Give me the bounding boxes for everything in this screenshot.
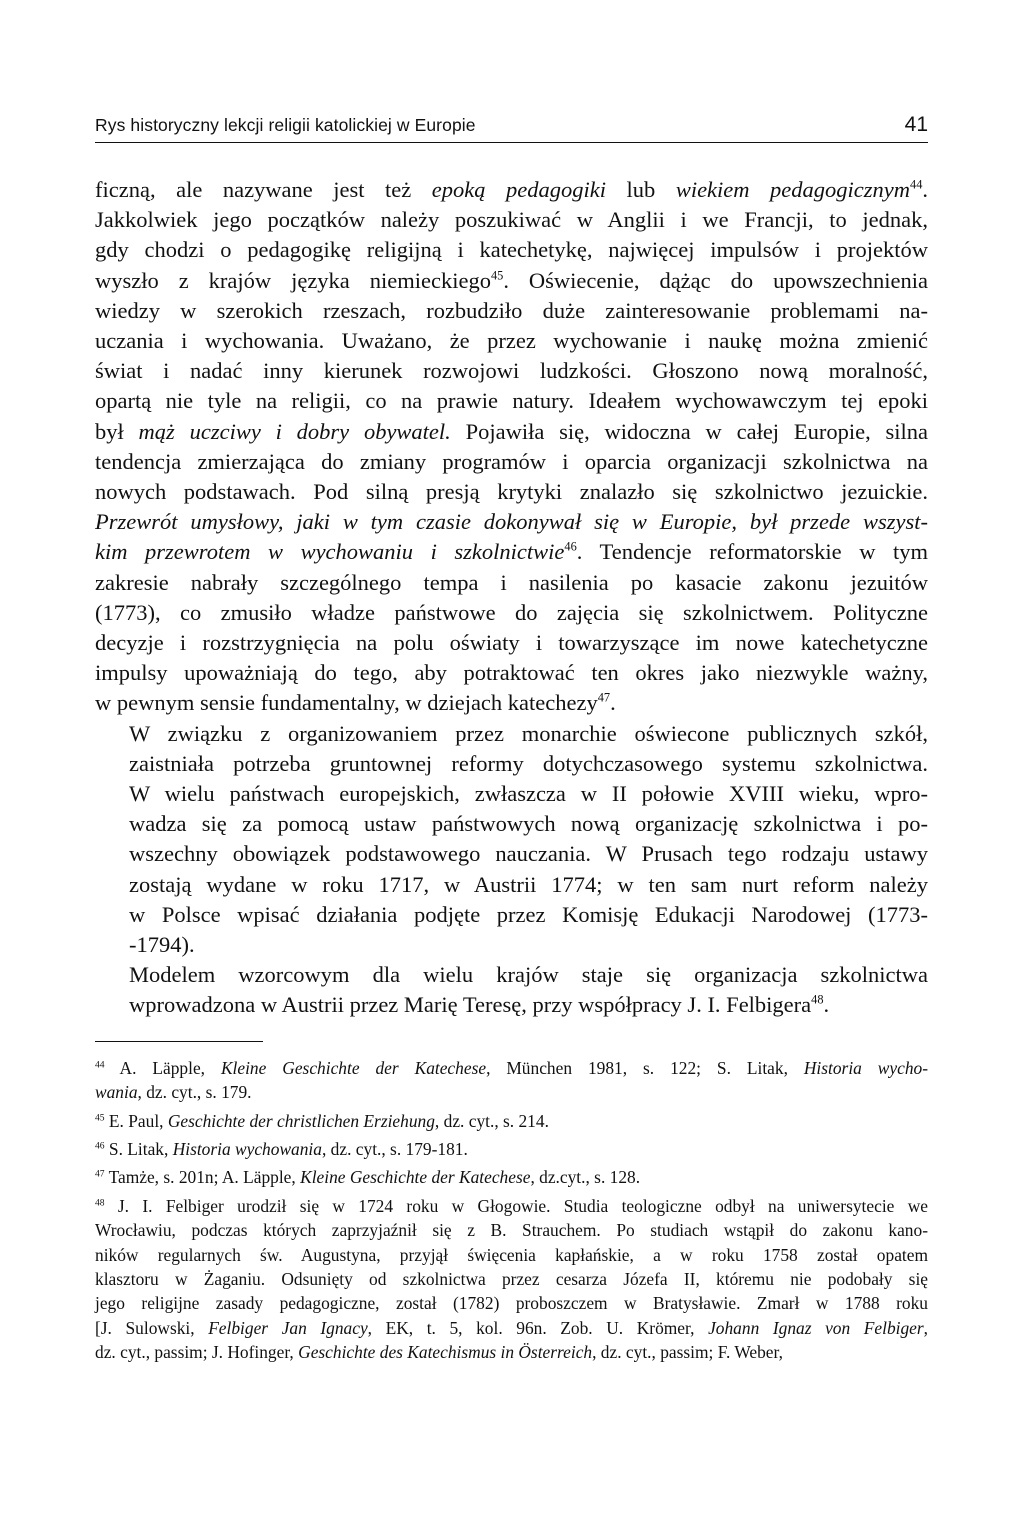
footnote-44 [95, 1056, 928, 1105]
footnote-reference: 44 [910, 177, 923, 192]
footnote-47 [95, 1165, 928, 1189]
footnote-45 [95, 1109, 928, 1133]
footnote-line: Wrocławiu, podczas których zaprzyjaźnił się z B. Strauchem. Po studiach wstąpił do zakonu kano- [95, 1220, 928, 1241]
text-line: (1773), co zmusiło władze państwowe do zajęcia się szkolnictwem. Polityczne [95, 599, 928, 625]
text-line: Przewrót umysłowy, jaki w tym czasie dokonywał się w Europie, był przede wszyst- [95, 509, 928, 535]
text-line: ficzną, ale nazywane jest też epoką pedagogiki lub wiekiem pedagogicznym$^{44}$. [95, 177, 928, 202]
footnote-reference: 46 [564, 539, 577, 554]
footnote-reference: 47 [597, 690, 611, 705]
text-line: uczania i wychowania. Uważano, że przez wychowanie i naukę można zmienić [95, 328, 928, 354]
footnote-number: 45 [95, 1111, 105, 1123]
footnote-48 [95, 1194, 928, 1365]
footnote-line: ników regularnych św. Augustyna, przyjął święcenia kapłańskie, a w roku 1758 został opatem [95, 1244, 928, 1265]
footnote-line: [J. Sulowski, Felbiger Jan Ignacy, EK, t. 5, kol. 96n. Zob. U. Krömer, Johann Ignaz von Felbiger, [95, 1317, 929, 1338]
page-number: 41 [904, 113, 928, 136]
footnote-line: $^{45}$ E. Paul, Geschichte der christlichen Erziehung, dz. cyt., s. 214. [95, 1110, 549, 1131]
paragraph-1 [95, 175, 928, 719]
footnote-separator [95, 1041, 263, 1042]
footnote-reference: 48 [811, 992, 824, 1007]
text-line: decyzje i rozstrzygnięcia na polu oświaty i towarzyszące im nowe katechetyczne [95, 630, 928, 656]
footnote-line: wania, dz. cyt., s. 179. [95, 1082, 252, 1103]
footnote-line: $^{44}$ A. Läpple, Kleine Geschichte der Katechese, München 1981, s. 122; S. Litak, Historia wycho- [95, 1057, 929, 1078]
text-line: tendencja zmierzająca do zmiany programów i oparcia organizacji szkolnictwa na [95, 448, 928, 474]
text-line: wadza się za pomocą ustaw państwowych nową organizację szkolnictwa i po- [129, 811, 928, 837]
text-line: wiedzy w szerokich rzeszach, rozbudziło duże zainteresowanie problemami na- [95, 297, 928, 323]
text-line: w pewnym sensie fundamentalny, w dziejach katechezy$^{47}$. [95, 690, 616, 716]
text-line: W wielu państwach europejskich, zwłaszcza w II połowie XVIII wieku, wpro- [129, 781, 928, 807]
footnote-46 [95, 1137, 928, 1161]
text-line: -1794). [129, 932, 195, 958]
text-line: zakresie nabrały szczególnego tempa i nasilenia po kasacie zakonu jezuitów [95, 569, 928, 595]
text-line: był mąż uczciwy i dobry obywatel. Pojawiła się, widoczna w całej Europie, silna [95, 418, 928, 444]
footnote-number: 44 [95, 1059, 105, 1070]
running-title: Rys historyczny lekcji religii katolickiej w Europie [95, 115, 476, 135]
footnote-number: 47 [95, 1168, 105, 1180]
text-line: gdy chodzi o pedagogikę religijną i katechetykę, najwięcej impulsów i projektów [95, 237, 928, 263]
text-line: impulsy upoważniają do tego, aby potraktować ten okres jako niezwykle ważny, [95, 660, 928, 686]
footnotes [95, 1056, 928, 1365]
footnote-reference: 45 [490, 267, 504, 282]
text-line: W związku z organizowaniem przez monarchie oświecone publicznych szkół, [129, 720, 928, 746]
text-line: zostają wydane w roku 1717, w Austrii 1774; w ten sam nurt reform należy [129, 871, 928, 897]
text-line: kim przewrotem w wychowaniu i szkolnictwie$^{46}$. Tendencje reformatorskie w tym [95, 539, 929, 565]
footnote-line: $^{46}$ S. Litak, Historia wychowania, dz. cyt., s. 179-181. [95, 1138, 468, 1159]
book-page [95, 100, 928, 1369]
footnote-number: 46 [95, 1140, 105, 1152]
text-line: wszechny obowiązek podstawowego nauczania. W Prusach tego rodzaju ustawy [129, 841, 928, 867]
text-line: Modelem wzorcowym dla wielu krajów staje się organizacja szkolnictwa [129, 962, 928, 988]
text-line: w Polsce wpisać działania podjęte przez Komisję Edukacji Narodowej (1773- [129, 901, 928, 927]
paragraph-2 [95, 719, 928, 961]
text-line: świat i nadać inny kierunek rozwojowi ludzkości. Głoszono nową moralność, [95, 358, 928, 384]
footnote-number: 48 [95, 1197, 105, 1209]
footnote-line: dz. cyt., passim; J. Hofinger, Geschichte des Katechismus in Österreich, dz. cyt., passim; F. Weber, [95, 1342, 783, 1363]
text-line: zaistniała potrzeba gruntownej reformy dotychczasowego systemu szkolnictwa. [129, 750, 928, 776]
footnote-line: klasztoru w Żaganiu. Odsunięty od szkolnictwa przez cesarza Józefa II, któremu nie podobały się [95, 1268, 928, 1289]
text-line: wprowadzona w Austrii przez Marię Teresę, przy współpracy J. I. Felbigera$^{48}$. [129, 992, 830, 1018]
main-text [95, 175, 928, 1021]
footnote-line: jego religijne zasady pedagogiczne, został (1782) proboszczem w Bratysławie. Zmarł w 1788 roku [95, 1293, 928, 1314]
text-line: wyszło z krajów języka niemieckiego$^{45}$. Oświecenie, dążąc do upowszechnienia [95, 267, 929, 293]
paragraph-3 [95, 960, 928, 1020]
text-line: Jakkolwiek jego początków należy poszukiwać w Anglii i we Francji, to jednak, [95, 207, 928, 233]
text-line: opartą nie tyle na religii, co na prawie natury. Ideałem wychowawczym tej epoki [95, 388, 928, 414]
footnote-line: $^{47}$ Tamże, s. 201n; A. Läpple, Kleine Geschichte der Katechese, dz.cyt., s. 128. [95, 1167, 641, 1188]
text-line: nowych podstawach. Pod silną presją krytyki znalazło się szkolnictwo jezuickie. [95, 479, 928, 505]
running-header [95, 100, 928, 143]
footnote-line: $^{48}$ J. I. Felbiger urodził się w 1724 roku w Głogowie. Studia teologiczne odbył na uniwersytecie we [95, 1195, 928, 1216]
